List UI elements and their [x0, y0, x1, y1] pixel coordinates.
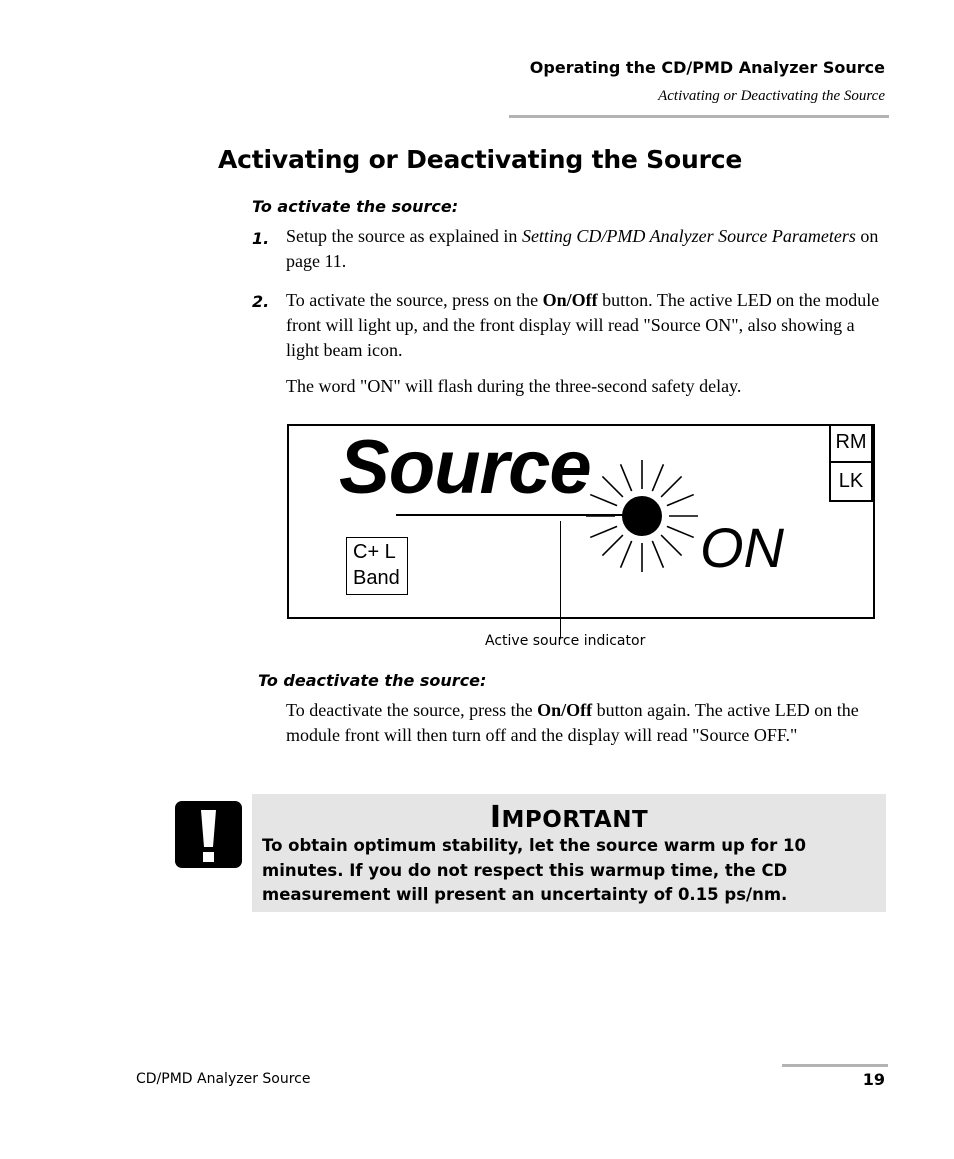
important-title-rest: MPORTANT: [501, 807, 649, 833]
page-number: 19: [862, 1070, 885, 1089]
callout-leader-line: [560, 521, 561, 638]
flash-note: The word "ON" will flash during the three-second safety delay.: [286, 376, 742, 396]
light-ray: [667, 495, 694, 506]
important-title: [252, 800, 886, 835]
step-number: 1.: [252, 229, 270, 248]
cross-reference-link[interactable]: Setting CD/PMD Analyzer Source Parameters: [521, 226, 856, 246]
exclamation-icon: [175, 801, 242, 868]
footer-rule: [782, 1064, 888, 1067]
step-text: [286, 288, 886, 363]
important-title-initial: I: [489, 800, 502, 835]
band-line-1: C+ L: [353, 541, 396, 563]
light-ray: [621, 464, 632, 491]
on-off-button-ref: On/Off: [537, 700, 593, 720]
rm-label: RM: [831, 424, 871, 463]
important-notice: [252, 794, 886, 912]
footer-product: CD/PMD Analyzer Source: [136, 1071, 311, 1087]
light-beam-icon: [584, 458, 700, 574]
running-header-subtitle: Activating or Deactivating the Source: [658, 88, 885, 104]
deactivate-heading: To deactivate the source:: [258, 671, 487, 690]
light-ray: [667, 526, 694, 537]
light-ray: [661, 535, 682, 556]
display-source-word: Source: [339, 425, 591, 510]
step-text-part: button. The active LED on the module front will light up, and the front display will read "Source ON", also showing a light beam icon.: [286, 290, 880, 360]
deactivate-text-part: To deactivate the source, press the: [286, 700, 538, 720]
light-ray: [590, 526, 617, 537]
header-rule: [509, 115, 889, 118]
step-text-part: on page 11.: [286, 226, 879, 271]
section-title: Activating or Deactivating the Source: [218, 145, 743, 174]
display-on-word: ON: [700, 516, 784, 579]
running-header-title: Operating the CD/PMD Analyzer Source: [529, 58, 885, 77]
band-line-2: Band: [353, 567, 400, 589]
light-ray: [652, 541, 663, 568]
important-text: To obtain optimum stability, let the source warm up for 10 minutes. If you do not respect this warmup time, the CD measurement will present an uncertainty of 0.15 ps/nm.: [262, 836, 806, 904]
deactivate-text-part: button again. The active LED on the module front will then turn off and the display will read "Source OFF.": [286, 700, 859, 745]
step-text-part: To activate the source, press on the: [286, 290, 543, 310]
remote-lock-indicator: [829, 424, 873, 502]
light-ray: [661, 476, 682, 497]
light-ray: [652, 464, 663, 491]
on-off-button-ref: On/Off: [542, 290, 598, 310]
deactivate-text: [286, 698, 886, 748]
exclamation-glyph: [175, 801, 242, 868]
step-text: [286, 224, 886, 274]
band-indicator: [346, 537, 408, 595]
light-ray: [590, 495, 617, 506]
activate-heading: To activate the source:: [252, 197, 459, 216]
light-ray: [602, 476, 623, 497]
step-number: 2.: [252, 292, 270, 311]
lk-label: LK: [838, 470, 864, 492]
step-text-part: Setup the source as explained in: [286, 226, 522, 246]
light-ray: [602, 535, 623, 556]
active-source-callout: Active source indicator: [485, 633, 646, 649]
light-ray: [621, 541, 632, 568]
